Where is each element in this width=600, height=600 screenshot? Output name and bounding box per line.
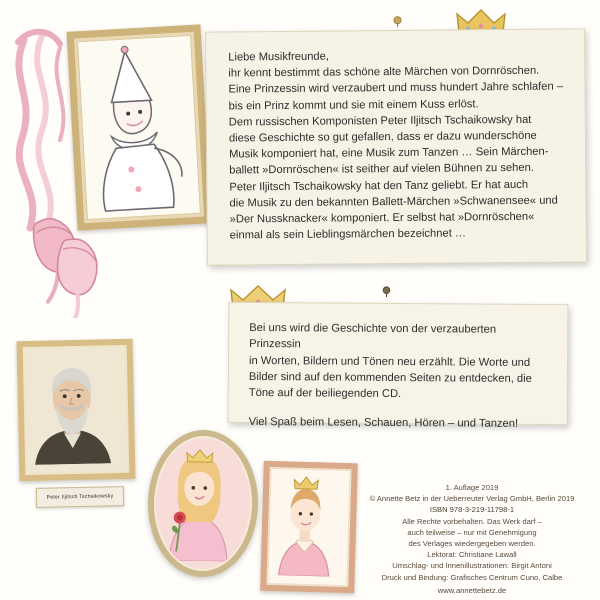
intro-line-7: Musik komponiert hat, eine Musik zum Tanzen … Sein Märchen- [229,145,549,161]
cd-note-line-2: in Worten, Bildern und Tönen neu erzählt. Die Worte und [248,354,531,369]
composer-portrait-frame [17,339,136,481]
cd-note-line-1: Bei uns wird die Geschichte von der verzauberten Prinzessin [249,321,497,351]
intro-line-8: ballett »Dornröschen« ist seither auf vielen Bühnen zu sehen. [229,162,534,177]
princess-oval-frame [147,429,260,578]
prince-picture-frame [260,461,358,594]
prince-portrait [268,469,349,585]
publisher-website[interactable]: www.annettebetz.de [437,585,507,595]
intro-line-2: ihr kennt bestimmt das schöne alte Märchen von Dornröschen. [228,64,540,80]
imprint-line-6: des Verlages wiedergegeben werden. [408,539,536,549]
pierrot-picture-frame [67,24,212,230]
intro-line-1: Liebe Musikfreunde, [228,50,330,64]
intro-line-3: Eine Prinzessin wird verzaubert und muss hundert Jahre schlafen – [228,80,564,96]
pierrot-illustration [78,36,193,213]
push-pin-icon [392,16,403,27]
pierrot-picture [77,35,201,220]
intro-line-11: »Der Nussknacker« komponiert. Er selbst hat »Dornröschen« [229,210,535,226]
intro-line-5: Dem russischen Komponisten Peter Iljitsch Tschaikowsky hat [228,113,532,129]
cd-note-line-4: Töne auf der beiliegenden CD. [248,387,402,401]
push-pin-icon [381,286,392,297]
composer-name-plate [36,486,124,508]
princess-illustration [155,437,243,561]
tschaikowsky-portrait-illustration [25,347,119,465]
imprint-line-8: Umschlag- und Innenillustrationen: Birgit Antoni [392,561,552,571]
composer-name-label: Peter Iljitsch Tschaikowsky [46,493,114,501]
imprint-line-7: Lektorat: Christiane Lawall [427,550,517,560]
imprint-isbn: ISBN 978-3-219-11798-1 [429,505,515,515]
intro-line-6: diese Geschichte so gut gefallen, dass er dazu wunderschöne [228,129,537,145]
imprint-block [356,482,588,596]
imprint-line-1: 1. Auflage 2019 [445,483,499,492]
intro-line-10: die Musik zu den bekannten Ballett-Märchen »Schwanensee« und [229,194,558,210]
imprint-line-2: © Annette Betz in der Ueberreuter Verlag GmbH, Berlin 2019 [369,494,575,504]
intro-line-12: einmal als sein Lieblingsmärchen bezeichnet … [229,227,467,242]
prince-illustration [269,469,342,577]
cd-note-card [228,302,569,431]
princess-portrait [155,437,251,570]
cd-note-closing: Viel Spaß beim Lesen, Schauen, Hören – und Tanzen! [248,416,519,431]
cd-note-line-3: Bilder sind auf den kommenden Seiten zu entdecken, die [248,370,532,385]
intro-line-4: bis ein Prinz kommt und sie mit einem Kuss erlöst. [228,97,479,113]
composer-portrait [25,347,128,473]
intro-line-9: Peter Iljitsch Tschaikowsky hat den Tanz geliebt. Er hat auch [229,178,529,194]
intro-text-card [205,28,587,265]
imprint-line-9: Druck und Bindung: Grafisches Centrum Cuno, Calbe [381,572,563,582]
imprint-line-5: auch teilweise – nur mit Genehmigung [407,527,537,537]
imprint-line-4: Alle Rechte vorbehalten. Das Werk darf – [402,516,542,526]
